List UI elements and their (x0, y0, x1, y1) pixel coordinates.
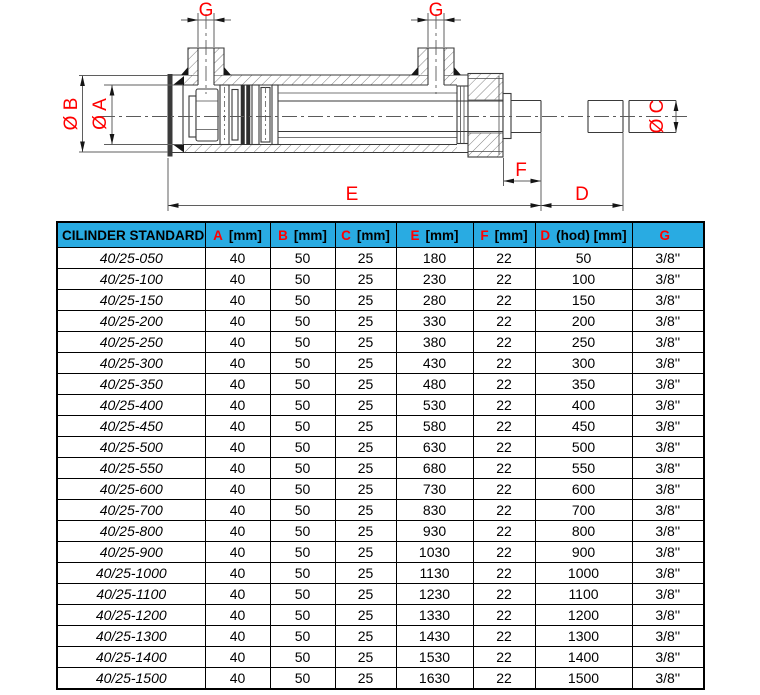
cell-c: 25 (335, 290, 396, 311)
table-row (57, 395, 704, 416)
cell-a: 40 (205, 563, 270, 584)
cell-b: 50 (270, 437, 335, 458)
cell-model: 40/25-450 (57, 416, 205, 437)
cell-d: 150 (535, 290, 632, 311)
cell-g: 3/8'' (632, 269, 704, 290)
column-header (535, 222, 632, 248)
cell-d: 1000 (535, 563, 632, 584)
cell-b: 50 (270, 563, 335, 584)
cell-g: 3/8'' (632, 353, 704, 374)
header-unit: [mm] (293, 227, 327, 243)
cell-g: 3/8'' (632, 647, 704, 668)
cell-f: 22 (473, 269, 535, 290)
cell-f: 22 (473, 626, 535, 647)
cell-c: 25 (335, 395, 396, 416)
cell-e: 1230 (396, 584, 473, 605)
cell-d: 50 (535, 248, 632, 269)
cell-g: 3/8'' (632, 521, 704, 542)
cell-c: 25 (335, 437, 396, 458)
cell-f: 22 (473, 311, 535, 332)
dim-label-phi-c: Ø C (647, 99, 668, 134)
cell-a: 40 (205, 395, 270, 416)
cell-a: 40 (205, 584, 270, 605)
cell-d: 700 (535, 500, 632, 521)
cell-b: 50 (270, 647, 335, 668)
dim-label-phi-a: Ø A (90, 98, 111, 130)
cell-e: 680 (396, 458, 473, 479)
cell-a: 40 (205, 542, 270, 563)
header-letter: C (341, 227, 351, 243)
cell-b: 50 (270, 668, 335, 690)
piston-assembly (189, 85, 457, 145)
cell-model: 40/25-550 (57, 458, 205, 479)
cell-b: 50 (270, 521, 335, 542)
cell-b: 50 (270, 290, 335, 311)
cell-c: 25 (335, 248, 396, 269)
table-row (57, 290, 704, 311)
table-row (57, 647, 704, 668)
spec-table (56, 221, 705, 690)
cell-model: 40/25-400 (57, 395, 205, 416)
cell-f: 22 (473, 290, 535, 311)
cell-g: 3/8'' (632, 416, 704, 437)
rod-gland (457, 74, 511, 158)
cell-e: 630 (396, 437, 473, 458)
cell-f: 22 (473, 248, 535, 269)
table-row (57, 311, 704, 332)
column-header (57, 222, 205, 248)
dimensions (61, 0, 676, 211)
header-row (57, 222, 704, 248)
cell-d: 900 (535, 542, 632, 563)
cell-g: 3/8'' (632, 437, 704, 458)
cell-c: 25 (335, 647, 396, 668)
cell-g: 3/8'' (632, 248, 704, 269)
cell-a: 40 (205, 353, 270, 374)
cell-f: 22 (473, 542, 535, 563)
column-header (335, 222, 396, 248)
table-row (57, 458, 704, 479)
cell-model: 40/25-300 (57, 353, 205, 374)
cell-f: 22 (473, 353, 535, 374)
cell-g: 3/8'' (632, 311, 704, 332)
cell-model: 40/25-100 (57, 269, 205, 290)
cell-g: 3/8'' (632, 626, 704, 647)
header-unit: CILINDER STANDARD (62, 227, 205, 243)
cell-g: 3/8'' (632, 395, 704, 416)
header-letter: A (213, 227, 223, 243)
column-header (473, 222, 535, 248)
table-body (57, 248, 704, 690)
dim-label-e: E (345, 184, 359, 205)
cell-f: 22 (473, 584, 535, 605)
cell-c: 25 (335, 458, 396, 479)
cell-model: 40/25-500 (57, 437, 205, 458)
table-row (57, 416, 704, 437)
cell-e: 1530 (396, 647, 473, 668)
cell-model: 40/25-1000 (57, 563, 205, 584)
cell-model: 40/25-150 (57, 290, 205, 311)
header-unit: [mm] (425, 227, 459, 243)
cell-b: 50 (270, 395, 335, 416)
cell-b: 50 (270, 605, 335, 626)
table-row (57, 668, 704, 690)
column-header (205, 222, 270, 248)
dim-label-g-right: G (428, 0, 444, 21)
table-row (57, 584, 704, 605)
cell-f: 22 (473, 563, 535, 584)
cell-f: 22 (473, 647, 535, 668)
cell-f: 22 (473, 500, 535, 521)
cell-d: 400 (535, 395, 632, 416)
cell-model: 40/25-800 (57, 521, 205, 542)
cell-g: 3/8'' (632, 542, 704, 563)
cell-c: 25 (335, 416, 396, 437)
cell-f: 22 (473, 332, 535, 353)
cell-a: 40 (205, 647, 270, 668)
cell-e: 480 (396, 374, 473, 395)
table-row (57, 500, 704, 521)
cell-d: 350 (535, 374, 632, 395)
cell-model: 40/25-1300 (57, 626, 205, 647)
cell-d: 200 (535, 311, 632, 332)
dim-label-f: F (515, 160, 527, 181)
cell-d: 600 (535, 479, 632, 500)
cell-d: 450 (535, 416, 632, 437)
cell-a: 40 (205, 521, 270, 542)
table-row (57, 437, 704, 458)
table-row (57, 626, 704, 647)
cell-g: 3/8'' (632, 584, 704, 605)
cell-model: 40/25-1400 (57, 647, 205, 668)
cell-b: 50 (270, 479, 335, 500)
cell-d: 1400 (535, 647, 632, 668)
cell-f: 22 (473, 479, 535, 500)
cell-c: 25 (335, 668, 396, 690)
cell-f: 22 (473, 605, 535, 626)
header-letter: F (480, 227, 489, 243)
cell-e: 1630 (396, 668, 473, 690)
column-header (270, 222, 335, 248)
cell-e: 230 (396, 269, 473, 290)
cell-c: 25 (335, 626, 396, 647)
column-header (632, 222, 704, 248)
cell-g: 3/8'' (632, 374, 704, 395)
cell-model: 40/25-200 (57, 311, 205, 332)
cell-e: 1430 (396, 626, 473, 647)
cell-e: 830 (396, 500, 473, 521)
cell-a: 40 (205, 416, 270, 437)
cell-a: 40 (205, 626, 270, 647)
cell-model: 40/25-250 (57, 332, 205, 353)
cell-d: 500 (535, 437, 632, 458)
cell-b: 50 (270, 311, 335, 332)
cell-f: 22 (473, 668, 535, 690)
cell-f: 22 (473, 374, 535, 395)
cell-a: 40 (205, 500, 270, 521)
cell-model: 40/25-600 (57, 479, 205, 500)
table-row (57, 374, 704, 395)
cell-a: 40 (205, 479, 270, 500)
cell-d: 1100 (535, 584, 632, 605)
cell-b: 50 (270, 374, 335, 395)
cell-c: 25 (335, 542, 396, 563)
table-row (57, 332, 704, 353)
cell-g: 3/8'' (632, 479, 704, 500)
cell-d: 550 (535, 458, 632, 479)
cell-a: 40 (205, 290, 270, 311)
cell-a: 40 (205, 374, 270, 395)
table-row (57, 479, 704, 500)
cell-a: 40 (205, 332, 270, 353)
table-row (57, 605, 704, 626)
cell-g: 3/8'' (632, 332, 704, 353)
cell-c: 25 (335, 605, 396, 626)
cell-f: 22 (473, 521, 535, 542)
table-row (57, 269, 704, 290)
cell-e: 380 (396, 332, 473, 353)
cell-g: 3/8'' (632, 290, 704, 311)
cylinder-drawing (0, 0, 760, 218)
cell-model: 40/25-350 (57, 374, 205, 395)
cell-e: 930 (396, 521, 473, 542)
cell-g: 3/8'' (632, 500, 704, 521)
header-letter: B (278, 227, 288, 243)
table-row (57, 563, 704, 584)
cell-d: 1200 (535, 605, 632, 626)
cell-c: 25 (335, 269, 396, 290)
cell-e: 730 (396, 479, 473, 500)
header-unit: [mm] (494, 227, 528, 243)
cell-e: 1030 (396, 542, 473, 563)
cell-g: 3/8'' (632, 605, 704, 626)
column-header (396, 222, 473, 248)
cell-e: 330 (396, 311, 473, 332)
cell-a: 40 (205, 605, 270, 626)
cell-a: 40 (205, 248, 270, 269)
cell-b: 50 (270, 458, 335, 479)
cell-g: 3/8'' (632, 563, 704, 584)
cell-a: 40 (205, 668, 270, 690)
cell-d: 800 (535, 521, 632, 542)
cell-f: 22 (473, 458, 535, 479)
table-row (57, 521, 704, 542)
spec-table-container (56, 221, 705, 690)
header-unit: [mm] (356, 227, 390, 243)
cell-c: 25 (335, 500, 396, 521)
cell-b: 50 (270, 542, 335, 563)
cell-f: 22 (473, 395, 535, 416)
header-letter: D (540, 227, 551, 243)
cell-b: 50 (270, 353, 335, 374)
table-row (57, 353, 704, 374)
cell-model: 40/25-1200 (57, 605, 205, 626)
cell-c: 25 (335, 374, 396, 395)
table-row (57, 542, 704, 563)
dim-label-phi-b: Ø B (61, 97, 82, 131)
cell-b: 50 (270, 500, 335, 521)
cell-model: 40/25-900 (57, 542, 205, 563)
cell-b: 50 (270, 248, 335, 269)
cell-e: 530 (396, 395, 473, 416)
cell-e: 280 (396, 290, 473, 311)
cell-b: 50 (270, 626, 335, 647)
cell-e: 580 (396, 416, 473, 437)
dim-label-g-left: G (198, 0, 214, 21)
cell-f: 22 (473, 437, 535, 458)
cell-d: 100 (535, 269, 632, 290)
cell-c: 25 (335, 479, 396, 500)
cell-model: 40/25-050 (57, 248, 205, 269)
header-letter: G (659, 227, 670, 243)
cell-f: 22 (473, 416, 535, 437)
cell-b: 50 (270, 332, 335, 353)
cell-e: 1330 (396, 605, 473, 626)
header-unit: [mm] (228, 227, 262, 243)
cell-a: 40 (205, 437, 270, 458)
cell-c: 25 (335, 353, 396, 374)
cell-d: 1500 (535, 668, 632, 690)
cell-g: 3/8'' (632, 458, 704, 479)
cell-b: 50 (270, 584, 335, 605)
table-row (57, 248, 704, 269)
cell-e: 1130 (396, 563, 473, 584)
cell-d: 300 (535, 353, 632, 374)
cell-a: 40 (205, 458, 270, 479)
header-unit: (hod) [mm] (556, 227, 627, 243)
cell-a: 40 (205, 311, 270, 332)
cell-c: 25 (335, 584, 396, 605)
header-letter: E (410, 227, 420, 243)
cell-e: 430 (396, 353, 473, 374)
cell-g: 3/8'' (632, 668, 704, 690)
cell-c: 25 (335, 311, 396, 332)
cell-e: 180 (396, 248, 473, 269)
cell-d: 1300 (535, 626, 632, 647)
cell-c: 25 (335, 332, 396, 353)
cell-d: 250 (535, 332, 632, 353)
cell-a: 40 (205, 269, 270, 290)
cell-model: 40/25-700 (57, 500, 205, 521)
cell-c: 25 (335, 521, 396, 542)
cell-model: 40/25-1100 (57, 584, 205, 605)
cell-b: 50 (270, 269, 335, 290)
cell-c: 25 (335, 563, 396, 584)
dim-label-d: D (575, 184, 589, 205)
cell-model: 40/25-1500 (57, 668, 205, 690)
cell-b: 50 (270, 416, 335, 437)
